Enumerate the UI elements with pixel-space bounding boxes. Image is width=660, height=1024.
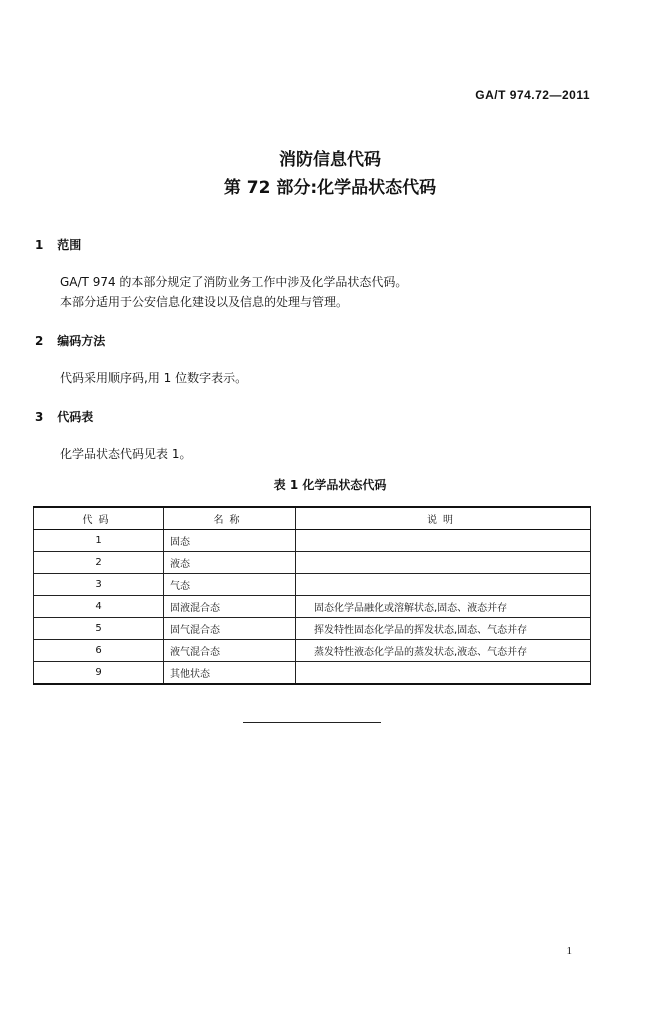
section-number: 1 xyxy=(35,238,44,252)
table-header-row xyxy=(34,507,591,530)
standard-code: GA/T 974.72—2011 xyxy=(475,88,590,102)
cell-name: 气态 xyxy=(164,574,296,596)
page-number: 1 xyxy=(566,945,572,957)
cell-name: 固液混合态 xyxy=(164,596,296,618)
section-3-paragraph-1: 化学品状态代码见表 1。 xyxy=(60,447,192,461)
cell-description: 挥发特性固态化学品的挥发状态,固态、气态并存 xyxy=(296,618,591,640)
cell-code: 9 xyxy=(34,662,164,685)
document-title xyxy=(0,148,660,201)
cell-name: 固态 xyxy=(164,530,296,552)
cell-name: 其他状态 xyxy=(164,662,296,685)
table-caption: 表 1 化学品状态代码 xyxy=(273,478,387,492)
table-row xyxy=(34,530,591,552)
section-title: 范围 xyxy=(57,238,82,252)
cell-name: 液态 xyxy=(164,552,296,574)
section-2-heading xyxy=(35,332,105,349)
table-row xyxy=(34,662,591,685)
title-line-1: 消防信息代码 xyxy=(279,150,381,170)
section-number: 3 xyxy=(35,410,44,424)
cell-description: 固态化学品融化或溶解状态,固态、液态并存 xyxy=(296,596,591,618)
table-row xyxy=(34,596,591,618)
table-row xyxy=(34,640,591,662)
section-1-paragraph-2: 本部分适用于公安信息化建设以及信息的处理与管理。 xyxy=(60,295,349,309)
cell-description xyxy=(296,574,591,596)
cell-description xyxy=(296,662,591,685)
cell-code: 4 xyxy=(34,596,164,618)
table-row xyxy=(34,574,591,596)
cell-description xyxy=(296,552,591,574)
cell-code: 1 xyxy=(34,530,164,552)
section-1-heading xyxy=(35,236,81,253)
cell-name: 液气混合态 xyxy=(164,640,296,662)
header-name: 名称 xyxy=(164,507,296,530)
code-table xyxy=(33,506,591,685)
cell-code: 2 xyxy=(34,552,164,574)
section-1-paragraph-1: GA/T 974 的本部分规定了消防业务工作中涉及化学品状态代码。 xyxy=(60,275,408,289)
cell-code: 3 xyxy=(34,574,164,596)
table-row xyxy=(34,618,591,640)
cell-code: 5 xyxy=(34,618,164,640)
cell-code: 6 xyxy=(34,640,164,662)
section-3-heading xyxy=(35,408,93,425)
section-number: 2 xyxy=(35,334,44,348)
header-code: 代码 xyxy=(34,507,164,530)
section-title: 代码表 xyxy=(57,410,94,424)
section-title: 编码方法 xyxy=(57,334,106,348)
header-description: 说明 xyxy=(296,507,591,530)
table-row xyxy=(34,552,591,574)
title-line-2: 第 72 部分:化学品状态代码 xyxy=(223,178,437,198)
cell-description: 蒸发特性液态化学品的蒸发状态,液态、气态并存 xyxy=(296,640,591,662)
cell-description xyxy=(296,530,591,552)
end-divider xyxy=(243,722,381,723)
cell-name: 固气混合态 xyxy=(164,618,296,640)
section-2-paragraph-1: 代码采用顺序码,用 1 位数字表示。 xyxy=(60,371,248,385)
